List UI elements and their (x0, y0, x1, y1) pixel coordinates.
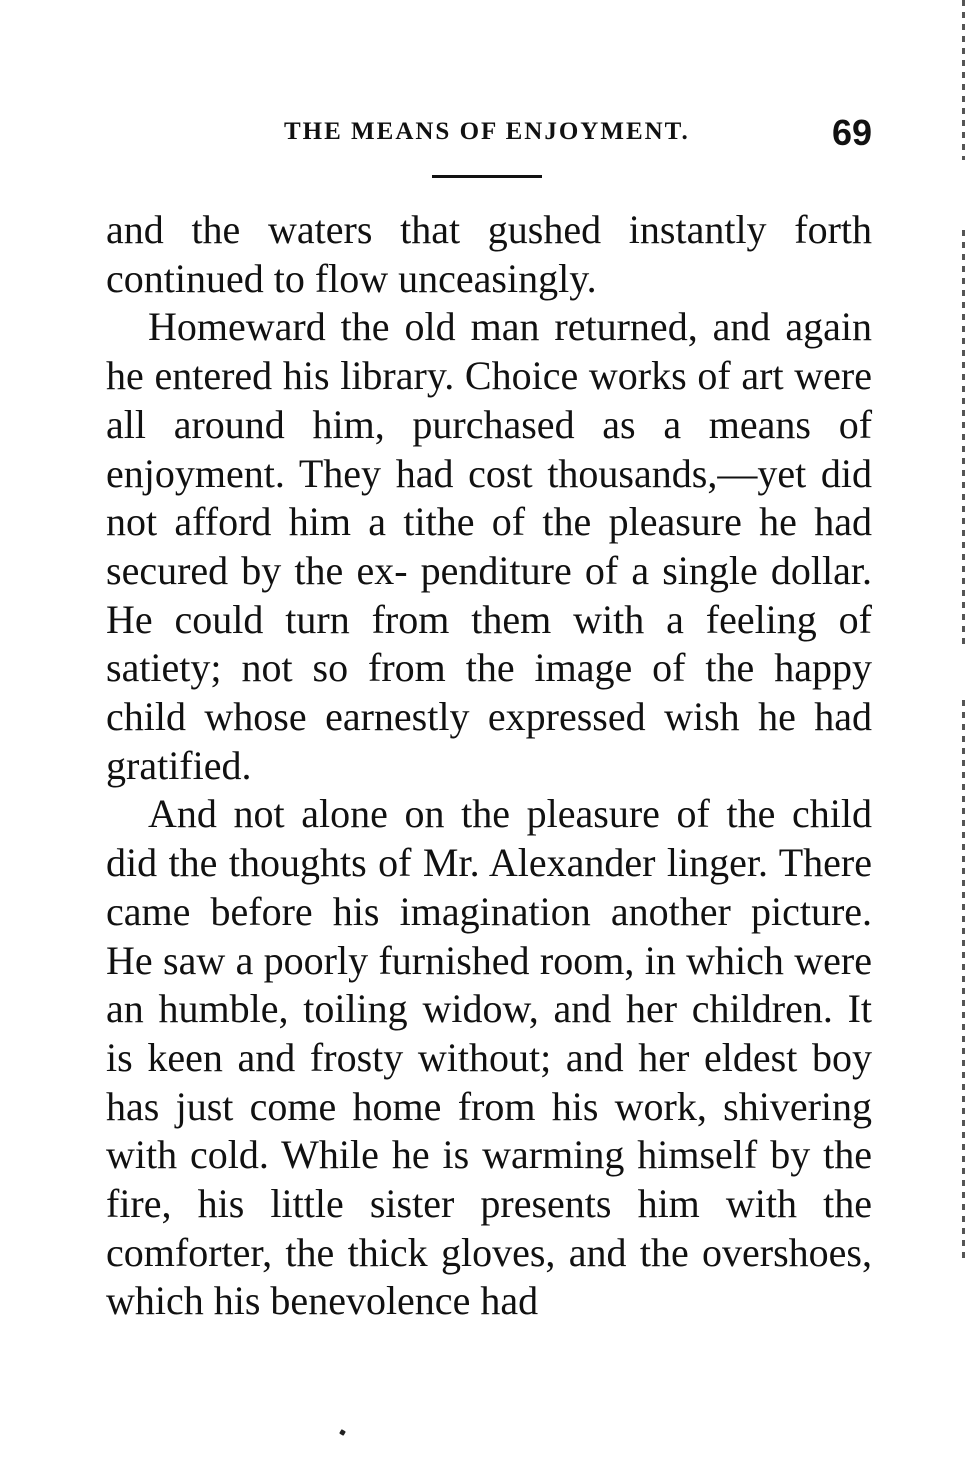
text-line: the overshoes, which his benevolence had (106, 1229, 872, 1324)
text-line: just come home from his work, shivering (175, 1083, 873, 1129)
page-edge-mark (962, 230, 965, 650)
running-head (106, 112, 872, 156)
page-edge-mark (962, 0, 965, 160)
text-line: another picture. He saw a poorly furnished (106, 888, 873, 983)
text-line: of art were all around him, purchased as (106, 353, 872, 447)
text-line: from them with a feeling of satiety; not so (106, 596, 872, 691)
text-line: with cold. While he is warming himself (106, 1132, 758, 1178)
text-line: from the image of the happy child whose (106, 645, 872, 740)
body-text (106, 206, 872, 1326)
running-title: THE MEANS OF ENJOYMENT. (284, 118, 690, 145)
text-line: child did the thoughts of Mr. Alexander (106, 791, 873, 886)
page-number: 69 (831, 112, 872, 153)
paragraph (106, 790, 872, 1326)
text-line: And not alone on the pleasure of the (148, 791, 776, 837)
page-edge-mark (962, 700, 965, 1260)
text-line: penditure of a single dollar. He could turn (106, 547, 872, 642)
text-line: a means of enjoyment. They had cost (106, 401, 873, 496)
text-line: frosty without; and her eldest boy has (106, 1034, 872, 1129)
text-line: and the waters that gushed instantly forth (106, 207, 872, 252)
text-line: room, in which were an humble, toiling (106, 937, 872, 1032)
text-line: again he entered his library. Choice works (106, 304, 873, 399)
text-line: with the comforter, the thick gloves, and (106, 1181, 872, 1275)
text-line: earnestly expressed wish he had gratified. (106, 694, 873, 788)
ink-speck (339, 1429, 346, 1436)
paragraph (106, 303, 872, 790)
paragraph (106, 206, 872, 303)
text-line: linger. There came before his imagination (106, 840, 872, 934)
text-line: of the pleasure he had secured by the ex- (106, 499, 873, 593)
header-rule (432, 175, 542, 178)
text-line: widow, and her children. It is keen and (106, 986, 873, 1080)
text-line: by the fire, his little sister presents him (106, 1132, 873, 1227)
text-line: thousands,—yet did not afford him a tithe (106, 450, 872, 545)
text-line: continued to flow unceasingly. (106, 255, 597, 301)
text-line: Homeward the old man returned, and (148, 304, 771, 350)
